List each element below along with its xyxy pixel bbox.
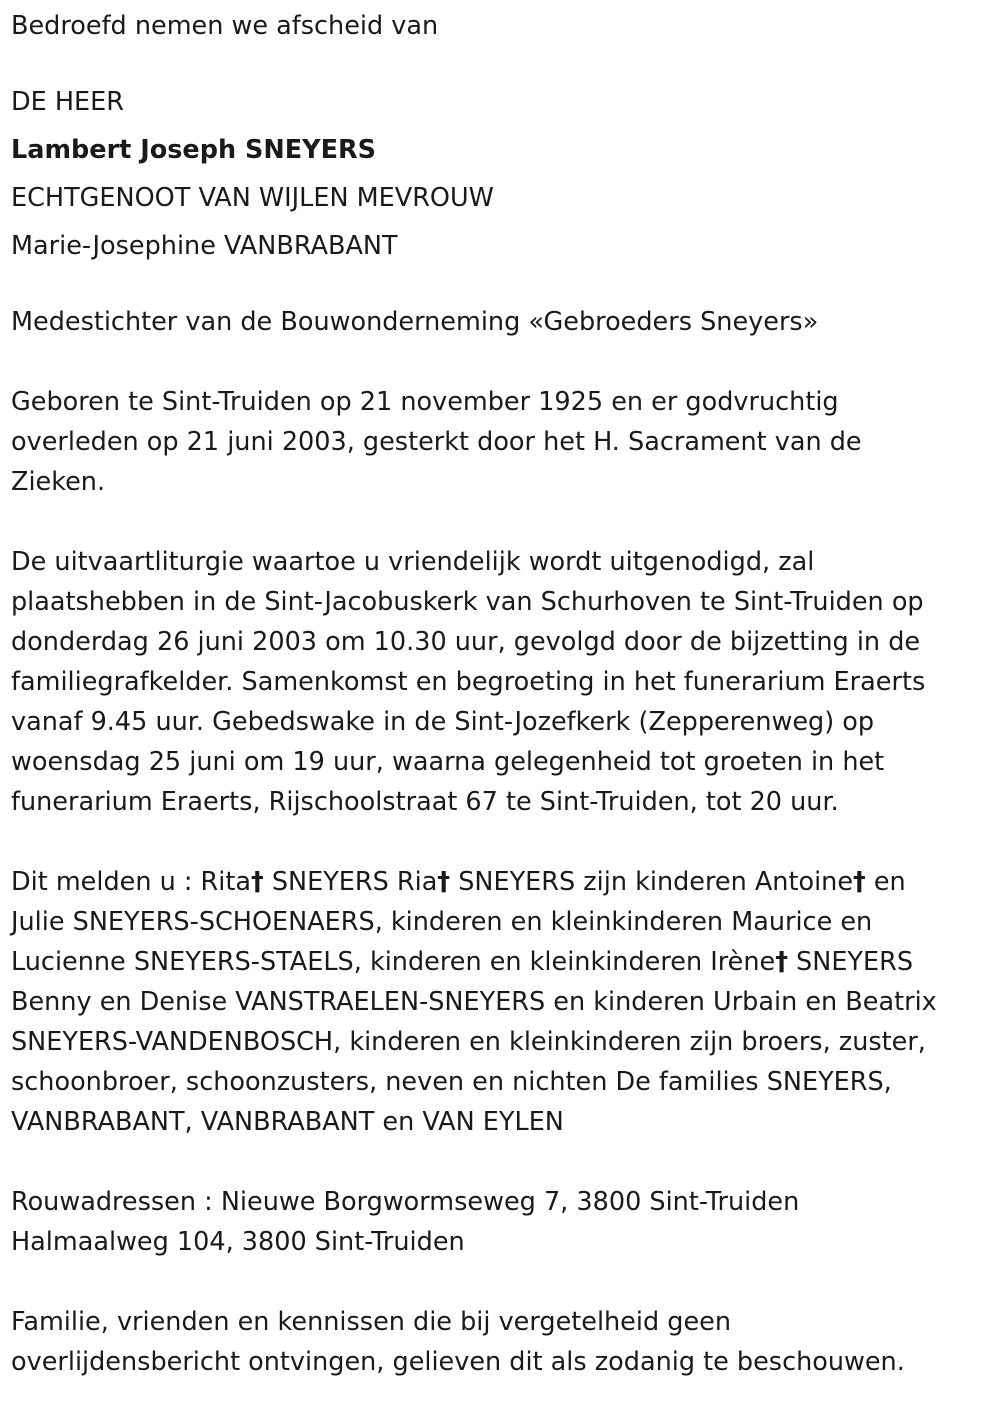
cross-icon: †: [250, 867, 264, 897]
founder-line: Medestichter van de Bouwonderneming «Gebroeders Sneyers»: [11, 307, 819, 337]
family-line: [11, 862, 990, 902]
spouse-name: Marie-Josephine VANBRABANT: [11, 231, 398, 261]
address-line: Rouwadressen : Nieuwe Borgwormseweg 7, 3800 Sint-Truiden: [11, 1187, 800, 1217]
closing-paragraph: [11, 1302, 990, 1382]
funeral-line: funerarium Eraerts, Rijschoolstraat 67 te Sint-Truiden, tot 20 uur.: [11, 787, 839, 817]
funeral-line: woensdag 25 juni om 19 uur, waarna gelegenheid tot groeten in het: [11, 747, 885, 777]
title-prefix: DE HEER: [11, 87, 124, 117]
cross-icon: †: [775, 947, 788, 977]
family-line: Julie SNEYERS-SCHOENAERS, kinderen en kleinkinderen Maurice en: [11, 907, 873, 937]
birth-line: Zieken.: [11, 467, 106, 497]
family-text: Dit melden u : Rita: [11, 867, 251, 897]
family-text: SNEYERS: [787, 947, 914, 977]
family-line: Benny en Denise VANSTRAELEN-SNEYERS en kinderen Urbain en Beatrix: [11, 987, 937, 1017]
family-line: [11, 942, 990, 982]
birth-paragraph: [11, 382, 990, 502]
closing-line: Familie, vrienden en kennissen die bij vergetelheid geen: [11, 1307, 731, 1337]
cross-icon: †: [853, 867, 866, 897]
spouse-label: ECHTGENOOT VAN WIJLEN MEVROUW: [11, 183, 494, 213]
birth-line: overleden op 21 juni 2003, gesterkt door het H. Sacrament van de: [11, 427, 862, 457]
deceased-name: Lambert Joseph SNEYERS: [11, 135, 376, 165]
family-paragraph: [11, 862, 990, 1142]
birth-line: Geboren te Sint-Truiden op 21 november 1925 en er godvruchtig: [11, 387, 839, 417]
address-line: Halmaalweg 104, 3800 Sint-Truiden: [11, 1227, 465, 1257]
family-line: VANBRABANT, VANBRABANT en VAN EYLEN: [11, 1107, 564, 1137]
family-text: en: [865, 867, 906, 897]
funeral-line: plaatshebben in de Sint-Jacobuskerk van Schurhoven te Sint-Truiden op: [11, 587, 924, 617]
family-text: Lucienne SNEYERS-STAELS, kinderen en kleinkinderen Irène: [11, 947, 776, 977]
funeral-line: vanaf 9.45 uur. Gebedswake in de Sint-Jozefkerk (Zepperenweg) op: [11, 707, 875, 737]
family-line: schoonbroer, schoonzusters, neven en nichten De families SNEYERS,: [11, 1067, 892, 1097]
closing-line: overlijdensbericht ontvingen, gelieven dit als zodanig te beschouwen.: [11, 1347, 905, 1377]
addresses-paragraph: [11, 1182, 990, 1262]
family-text: SNEYERS zijn kinderen Antoine: [450, 867, 854, 897]
funeral-line: donderdag 26 juni 2003 om 10.30 uur, gevolgd door de bijzetting in de: [11, 627, 921, 657]
intro-text: Bedroefd nemen we afscheid van: [11, 11, 439, 41]
funeral-paragraph: [11, 542, 990, 822]
funeral-line: De uitvaartliturgie waartoe u vriendelijk wordt uitgenodigd, zal: [11, 547, 815, 577]
family-text: SNEYERS Ria: [263, 867, 438, 897]
funeral-line: familiegrafkelder. Samenkomst en begroeting in het funerarium Eraerts: [11, 667, 926, 697]
family-line: SNEYERS-VANDENBOSCH, kinderen en kleinkinderen zijn broers, zuster,: [11, 1027, 926, 1057]
cross-icon: †: [437, 867, 451, 897]
